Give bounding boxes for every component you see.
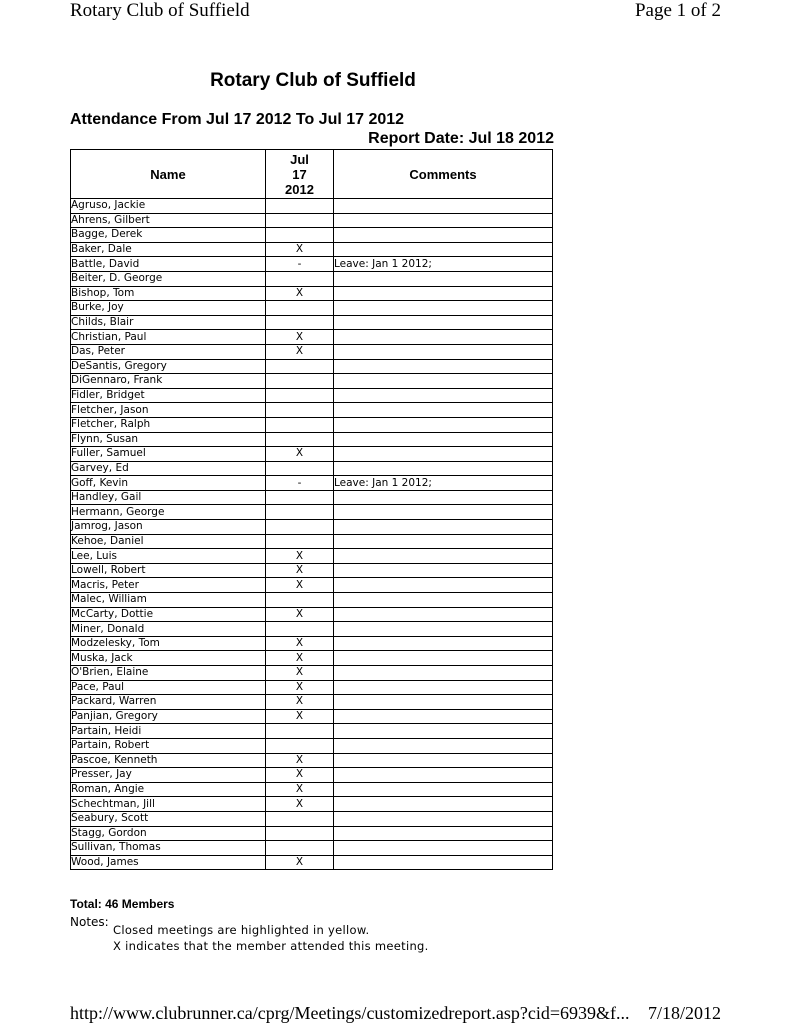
comment-cell — [334, 738, 553, 753]
attendance-mark-cell — [266, 271, 334, 286]
table-row — [71, 461, 553, 476]
table-row — [71, 797, 553, 812]
attendance-mark-cell: X — [266, 695, 334, 710]
member-name-cell: Childs, Blair — [71, 315, 266, 330]
member-name-cell: Handley, Gail — [71, 490, 266, 505]
member-name-cell: Garvey, Ed — [71, 461, 266, 476]
comment-cell — [334, 782, 553, 797]
table-row — [71, 432, 553, 447]
table-row — [71, 344, 553, 359]
member-name-cell: Kehoe, Daniel — [71, 534, 266, 549]
report-date: Report Date: Jul 18 2012 — [368, 130, 554, 147]
attendance-range: Attendance From Jul 17 2012 To Jul 17 2012 — [70, 111, 405, 128]
attendance-mark-cell: X — [266, 636, 334, 651]
attendance-mark-cell: X — [266, 855, 334, 870]
note-attendance-mark: X indicates that the member attended this meeting. — [113, 939, 429, 953]
member-name-cell: Miner, Donald — [71, 622, 266, 637]
comment-cell — [334, 432, 553, 447]
table-row — [71, 447, 553, 462]
table-row — [71, 403, 553, 418]
member-name-cell: Sullivan, Thomas — [71, 841, 266, 856]
attendance-mark-cell: X — [266, 330, 334, 345]
member-name-cell: Lee, Luis — [71, 549, 266, 564]
member-name-cell: Bishop, Tom — [71, 286, 266, 301]
attendance-mark-cell — [266, 199, 334, 214]
comment-cell — [334, 607, 553, 622]
comment-cell — [334, 228, 553, 243]
member-name-cell: Bagge, Derek — [71, 228, 266, 243]
comment-cell — [334, 797, 553, 812]
table-row — [71, 271, 553, 286]
attendance-mark-cell — [266, 417, 334, 432]
page-header-title: Rotary Club of Suffield — [70, 0, 250, 21]
comment-cell — [334, 841, 553, 856]
table-row — [71, 782, 553, 797]
member-name-cell: Goff, Kevin — [71, 476, 266, 491]
attendance-mark-cell: X — [266, 782, 334, 797]
footer-url: http://www.clubrunner.ca/cprg/Meetings/customizedreport.asp?cid=6939&f... — [70, 1003, 630, 1023]
member-name-cell: Partain, Heidi — [71, 724, 266, 739]
table-row — [71, 709, 553, 724]
attendance-table — [70, 149, 553, 870]
attendance-mark-cell: X — [266, 447, 334, 462]
total-members: Total: 46 Members — [70, 897, 175, 911]
attendance-mark-cell: X — [266, 753, 334, 768]
table-row — [71, 826, 553, 841]
member-name-cell: Stagg, Gordon — [71, 826, 266, 841]
table-row — [71, 301, 553, 316]
attendance-mark-cell: X — [266, 286, 334, 301]
member-name-cell: Burke, Joy — [71, 301, 266, 316]
attendance-mark-cell — [266, 228, 334, 243]
attendance-mark-cell — [266, 826, 334, 841]
attendance-mark-cell: - — [266, 257, 334, 272]
attendance-mark-cell — [266, 505, 334, 520]
comment-cell: Leave: Jan 1 2012; — [334, 257, 553, 272]
comment-cell — [334, 593, 553, 608]
attendance-mark-cell: X — [266, 666, 334, 681]
member-name-cell: Fletcher, Jason — [71, 403, 266, 418]
attendance-mark-cell — [266, 841, 334, 856]
member-name-cell: Lowell, Robert — [71, 563, 266, 578]
date-header-day: 17 — [292, 166, 307, 182]
attendance-mark-cell: X — [266, 709, 334, 724]
table-row — [71, 855, 553, 870]
comment-cell — [334, 447, 553, 462]
report-title: Rotary Club of Suffield — [210, 70, 416, 91]
attendance-mark-cell: X — [266, 549, 334, 564]
member-name-cell: Schechtman, Jill — [71, 797, 266, 812]
table-row — [71, 242, 553, 257]
member-name-cell: McCarty, Dottie — [71, 607, 266, 622]
table-row — [71, 593, 553, 608]
date-header-year: 2012 — [285, 181, 314, 197]
comment-cell — [334, 490, 553, 505]
member-name-cell: Beiter, D. George — [71, 271, 266, 286]
attendance-mark-cell — [266, 432, 334, 447]
attendance-mark-cell: X — [266, 563, 334, 578]
member-name-cell: Fuller, Samuel — [71, 447, 266, 462]
table-row — [71, 607, 553, 622]
comment-cell — [334, 199, 553, 214]
comment-cell — [334, 549, 553, 564]
table-row — [71, 359, 553, 374]
member-name-cell: Seabury, Scott — [71, 811, 266, 826]
comment-cell — [334, 520, 553, 535]
attendance-mark-cell — [266, 534, 334, 549]
comment-cell — [334, 461, 553, 476]
comment-cell — [334, 768, 553, 783]
comment-cell — [334, 403, 553, 418]
comment-cell — [334, 417, 553, 432]
date-column-header — [266, 150, 334, 199]
member-name-cell: Hermann, George — [71, 505, 266, 520]
member-name-cell: Packard, Warren — [71, 695, 266, 710]
member-name-cell: Partain, Robert — [71, 738, 266, 753]
table-row — [71, 724, 553, 739]
member-name-cell: Pace, Paul — [71, 680, 266, 695]
name-column-header: Name — [71, 150, 266, 199]
table-row — [71, 417, 553, 432]
member-name-cell: Fidler, Bridget — [71, 388, 266, 403]
member-name-cell: Roman, Angie — [71, 782, 266, 797]
attendance-mark-cell — [266, 811, 334, 826]
table-row — [71, 622, 553, 637]
attendance-mark-cell — [266, 461, 334, 476]
table-row — [71, 228, 553, 243]
comment-cell — [334, 680, 553, 695]
comment-cell: Leave: Jan 1 2012; — [334, 476, 553, 491]
table-row — [71, 476, 553, 491]
table-row — [71, 666, 553, 681]
attendance-mark-cell: X — [266, 242, 334, 257]
comment-cell — [334, 315, 553, 330]
table-row — [71, 753, 553, 768]
table-row — [71, 680, 553, 695]
member-name-cell: Wood, James — [71, 855, 266, 870]
comment-cell — [334, 286, 553, 301]
table-row — [71, 257, 553, 272]
comment-cell — [334, 505, 553, 520]
comment-cell — [334, 359, 553, 374]
member-name-cell: Baker, Dale — [71, 242, 266, 257]
member-name-cell: Pascoe, Kenneth — [71, 753, 266, 768]
table-row — [71, 549, 553, 564]
date-header-month: Jul — [290, 151, 309, 167]
comment-cell — [334, 636, 553, 651]
member-name-cell: Agruso, Jackie — [71, 199, 266, 214]
comment-cell — [334, 578, 553, 593]
comments-column-header: Comments — [334, 150, 553, 199]
member-name-cell: Flynn, Susan — [71, 432, 266, 447]
member-name-cell: Muska, Jack — [71, 651, 266, 666]
footer-date: 7/18/2012 — [647, 1003, 721, 1023]
table-row — [71, 213, 553, 228]
table-row — [71, 490, 553, 505]
table-header-row — [71, 150, 553, 199]
comment-cell — [334, 753, 553, 768]
attendance-mark-cell — [266, 593, 334, 608]
comment-cell — [334, 301, 553, 316]
attendance-mark-cell: X — [266, 768, 334, 783]
table-row — [71, 388, 553, 403]
table-row — [71, 315, 553, 330]
table-row — [71, 651, 553, 666]
attendance-mark-cell — [266, 738, 334, 753]
attendance-mark-cell — [266, 622, 334, 637]
table-row — [71, 578, 553, 593]
table-row — [71, 330, 553, 345]
attendance-mark-cell: X — [266, 680, 334, 695]
member-name-cell: Christian, Paul — [71, 330, 266, 345]
table-row — [71, 520, 553, 535]
member-name-cell: Modzelesky, Tom — [71, 636, 266, 651]
attendance-mark-cell — [266, 490, 334, 505]
attendance-mark-cell — [266, 724, 334, 739]
table-row — [71, 505, 553, 520]
comment-cell — [334, 724, 553, 739]
table-row — [71, 768, 553, 783]
attendance-mark-cell — [266, 315, 334, 330]
table-row — [71, 374, 553, 389]
member-name-cell: O'Brien, Elaine — [71, 666, 266, 681]
table-row — [71, 841, 553, 856]
comment-cell — [334, 622, 553, 637]
attendance-mark-cell — [266, 388, 334, 403]
comment-cell — [334, 388, 553, 403]
comment-cell — [334, 242, 553, 257]
member-name-cell: Battle, David — [71, 257, 266, 272]
member-name-cell: DiGennaro, Frank — [71, 374, 266, 389]
table-row — [71, 199, 553, 214]
comment-cell — [334, 563, 553, 578]
attendance-mark-cell: - — [266, 476, 334, 491]
attendance-mark-cell — [266, 301, 334, 316]
attendance-mark-cell: X — [266, 578, 334, 593]
member-name-cell: Malec, William — [71, 593, 266, 608]
attendance-mark-cell: X — [266, 344, 334, 359]
attendance-mark-cell: X — [266, 797, 334, 812]
comment-cell — [334, 271, 553, 286]
comment-cell — [334, 330, 553, 345]
comment-cell — [334, 374, 553, 389]
table-row — [71, 636, 553, 651]
member-name-cell: Presser, Jay — [71, 768, 266, 783]
attendance-mark-cell — [266, 520, 334, 535]
table-row — [71, 286, 553, 301]
comment-cell — [334, 344, 553, 359]
attendance-mark-cell — [266, 213, 334, 228]
table-row — [71, 563, 553, 578]
comment-cell — [334, 826, 553, 841]
table-row — [71, 811, 553, 826]
member-name-cell: Fletcher, Ralph — [71, 417, 266, 432]
comment-cell — [334, 534, 553, 549]
comment-cell — [334, 213, 553, 228]
member-name-cell: Jamrog, Jason — [71, 520, 266, 535]
note-closed-meetings: Closed meetings are highlighted in yellow. — [113, 923, 370, 937]
attendance-mark-cell: X — [266, 651, 334, 666]
comment-cell — [334, 811, 553, 826]
member-name-cell: Macris, Peter — [71, 578, 266, 593]
attendance-mark-cell: X — [266, 607, 334, 622]
table-row — [71, 738, 553, 753]
member-name-cell: Ahrens, Gilbert — [71, 213, 266, 228]
attendance-mark-cell — [266, 374, 334, 389]
page-number: Page 1 of 2 — [634, 0, 721, 21]
member-name-cell: Panjian, Gregory — [71, 709, 266, 724]
table-row — [71, 534, 553, 549]
member-name-cell: DeSantis, Gregory — [71, 359, 266, 374]
attendance-mark-cell — [266, 403, 334, 418]
notes-label: Notes: — [70, 915, 109, 929]
comment-cell — [334, 651, 553, 666]
comment-cell — [334, 666, 553, 681]
comment-cell — [334, 695, 553, 710]
attendance-mark-cell — [266, 359, 334, 374]
table-row — [71, 695, 553, 710]
member-name-cell: Das, Peter — [71, 344, 266, 359]
comment-cell — [334, 855, 553, 870]
comment-cell — [334, 709, 553, 724]
